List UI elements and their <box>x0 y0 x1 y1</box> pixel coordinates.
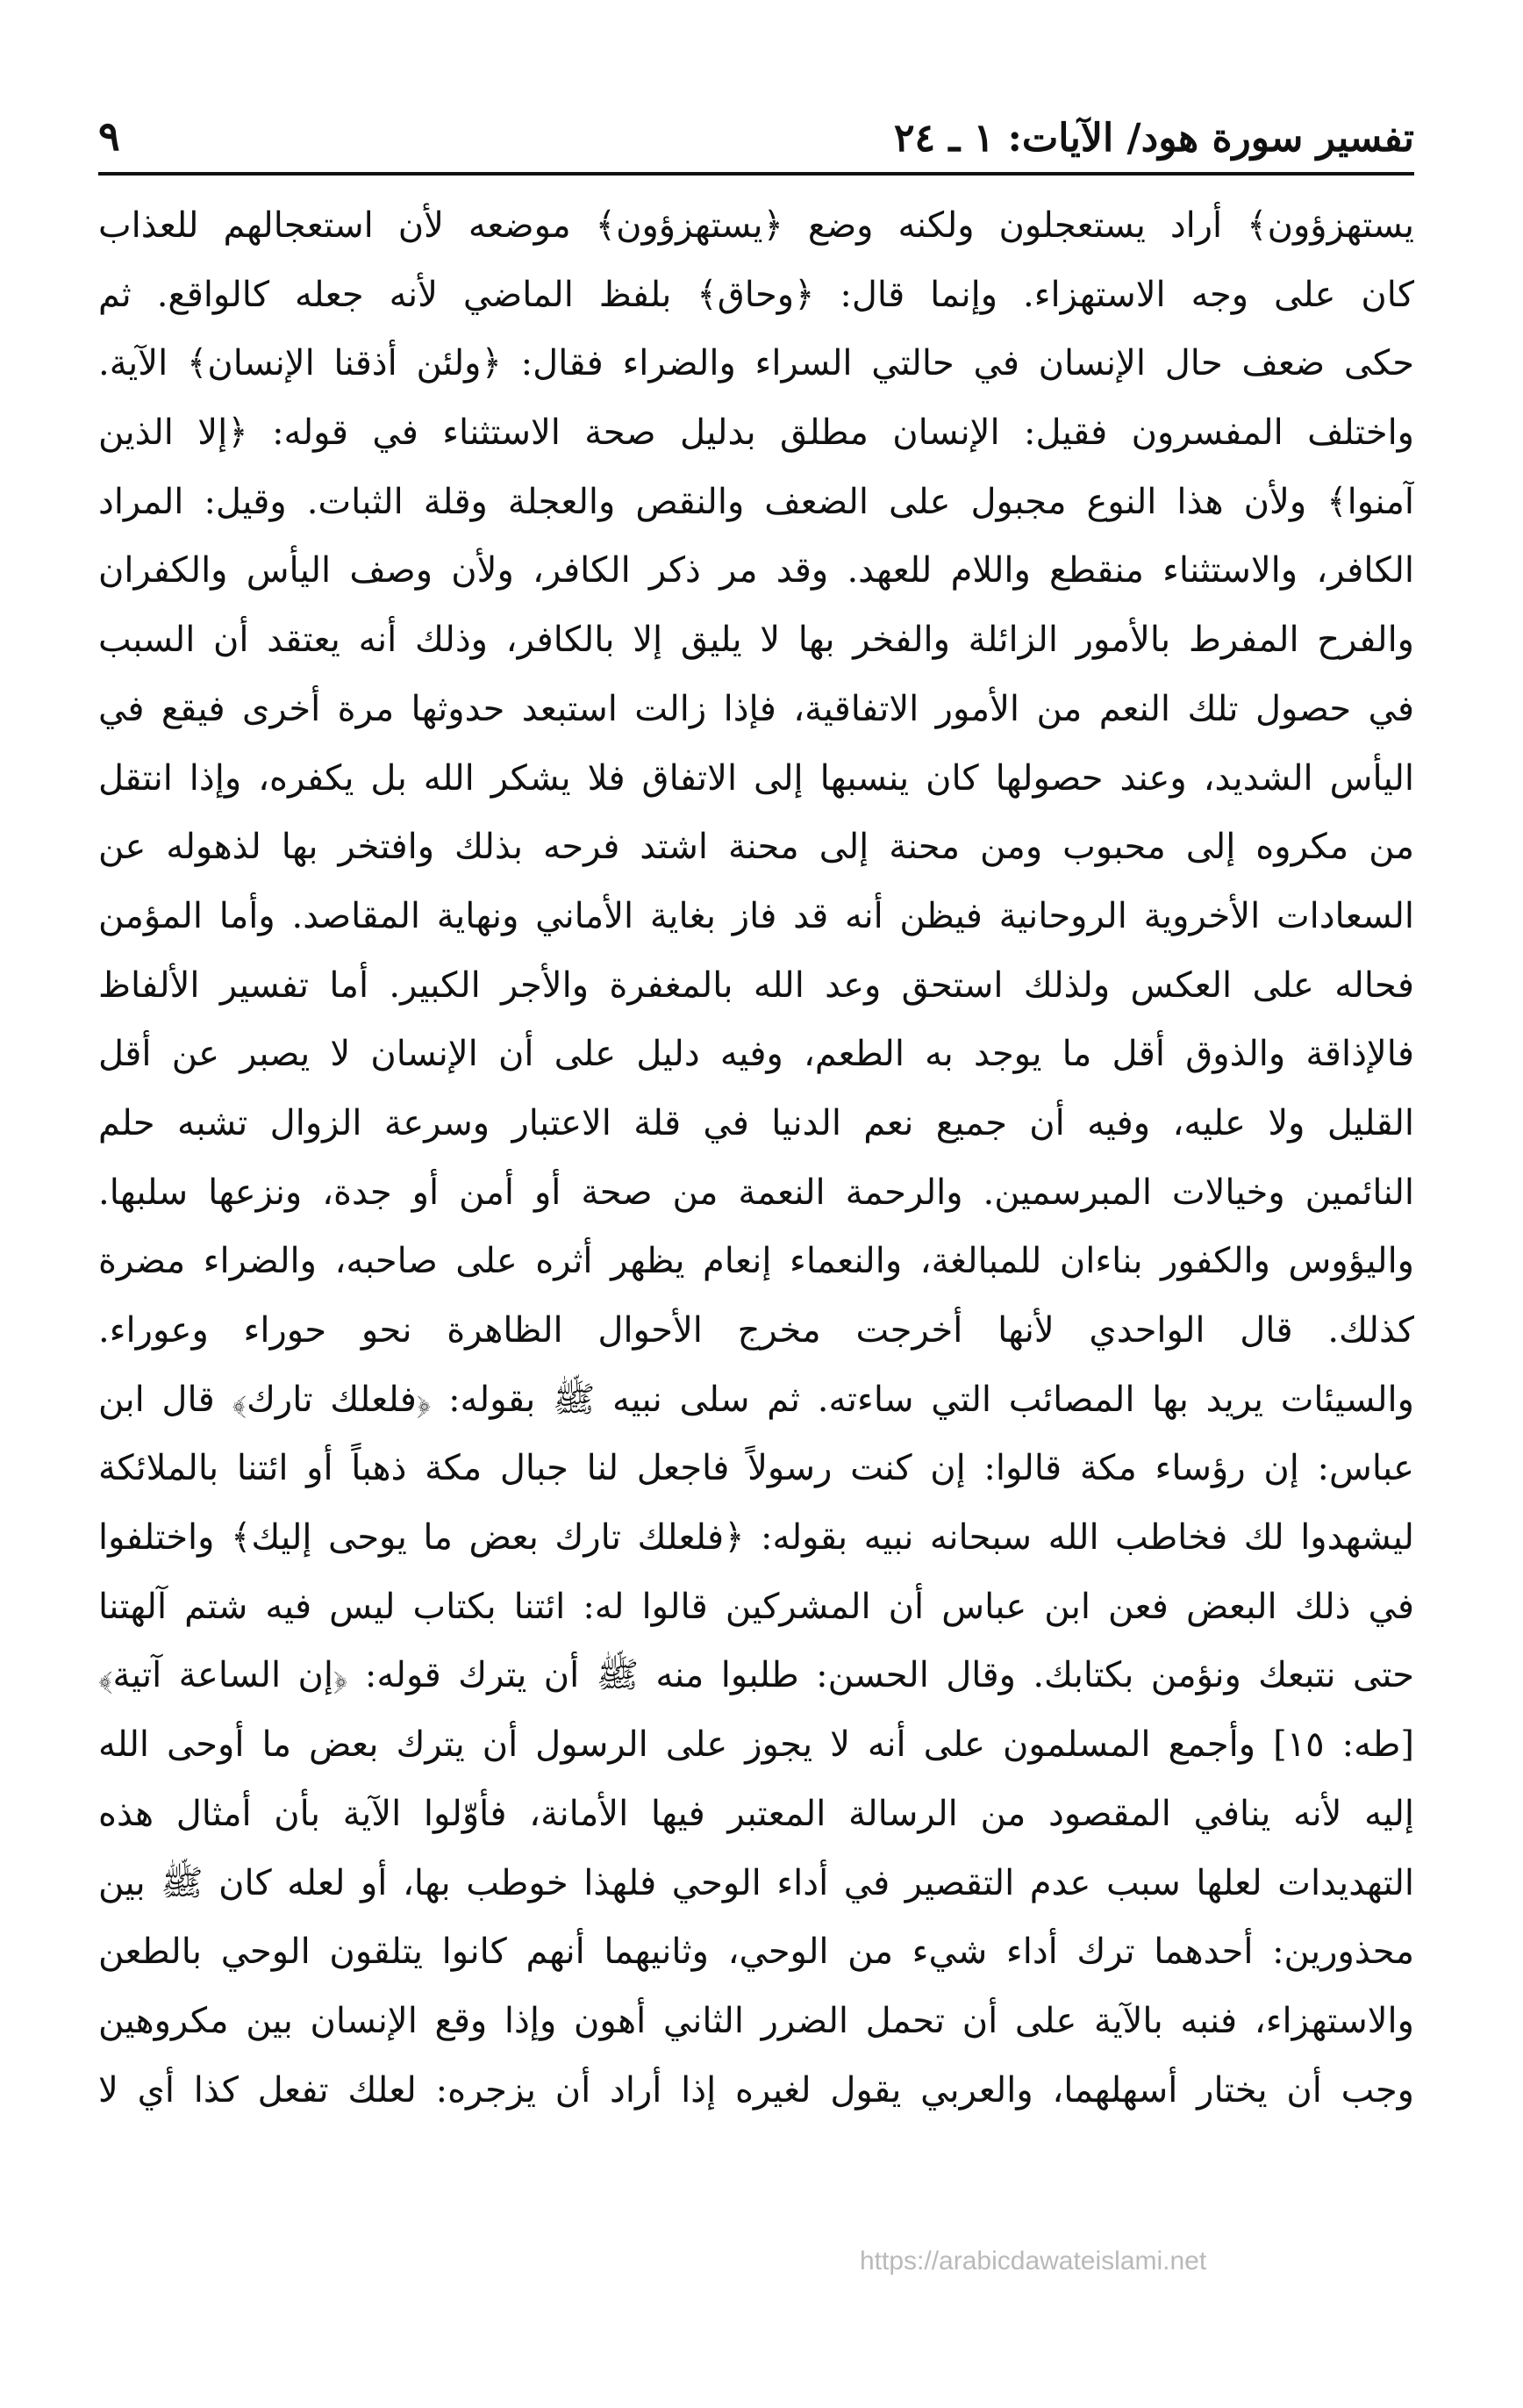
text-line: والفرح المفرط بالأمور الزائلة والفخر بها لا يليق إلا بالكافر، وذلك أنه يعتقد أن السبب <box>98 620 1414 661</box>
header-title: تفسير سورة هود/ الآيات: ١ ـ ٢٤ <box>893 116 1414 161</box>
text-line: [طه: ١٥] وأجمع المسلمون على أنه لا يجوز على الرسول أن يترك بعض ما أوحى الله <box>98 1724 1414 1766</box>
running-header <box>98 105 1414 176</box>
text-line: فحاله على العكس ولذلك استحق وعد الله بالمغفرة والأجر الكبير. أما تفسير الألفاظ <box>98 964 1414 1006</box>
text-line: التهديدات لعلها سبب عدم التقصير في أداء الوحي فلهذا خوطب بها، أو لعله كان ﷺ بين <box>98 1862 1414 1903</box>
text-line: إليه لأنه ينافي المقصود من الرسالة المعتبر فيها الأمانة، فأوّلوا الآية بأن أمثال هذه <box>98 1793 1414 1834</box>
text-line: اليأس الشديد، وعند حصولها كان ينسبها إلى الاتفاق فلا يشكر الله بل يكفره، وإذا انتقل <box>98 757 1414 799</box>
text-line: حتى نتبعك ونؤمن بكتابك. وقال الحسن: طلبوا منه ﷺ أن يترك قوله: ﴿إن الساعة آتية﴾ <box>98 1655 1414 1696</box>
text-line: والاستهزاء، فنبه بالآية على أن تحمل الضرر الثاني أهون وإذا وقع الإنسان بين مكروهين <box>98 2000 1414 2041</box>
text-line: واختلف المفسرون فقيل: الإنسان مطلق بدليل صحة الاستثناء في قوله: ﴿إلا الذين <box>98 412 1414 454</box>
text-line: في ذلك البعض فعن ابن عباس أن المشركين قالوا له: ائتنا بكتاب ليس فيه شتم آلهتنا <box>98 1586 1414 1627</box>
text-line: الكافر، والاستثناء منقطع واللام للعهد. وقد مر ذكر الكافر، ولأن وصف اليأس والكفران <box>98 550 1414 591</box>
text-line: كذلك. قال الواحدي لأنها أخرجت مخرج الأحوال الظاهرة نحو حوراء وعوراء. <box>98 1310 1414 1351</box>
text-line: واليؤوس والكفور بناءان للمبالغة، والنعماء إنعام يظهر أثره على صاحبه، والضراء مضرة <box>98 1241 1414 1282</box>
text-line: في حصول تلك النعم من الأمور الاتفاقية، فإذا زالت استبعد حدوثها مرة أخرى فيقع في <box>98 688 1414 729</box>
text-line: محذورين: أحدهما ترك أداء شيء من الوحي، وثانيهما أنهم كانوا يتلقون الوحي بالطعن <box>98 1931 1414 1973</box>
body-text <box>98 191 1414 2125</box>
text-line: القليل ولا عليه، وفيه أن جميع نعم الدنيا في قلة الاعتبار وسرعة الزوال تشبه حلم <box>98 1102 1414 1143</box>
text-line: يستهزؤون﴾ أراد يستعجلون ولكنه وضع ﴿يستهزؤون﴾ موضعه لأن استعجالهم للعذاب <box>98 205 1414 246</box>
text-line: فالإذاقة والذوق أقل ما يوجد به الطعم، وفيه دليل على أن الإنسان لا يصبر عن أقل <box>98 1034 1414 1075</box>
text-line: والسيئات يريد بها المصائب التي ساءته. ثم سلى نبيه ﷺ بقوله: ﴿فلعلك تارك﴾ قال ابن <box>98 1379 1414 1420</box>
text-line: النائمين وخيالات المبرسمين. والرحمة النعمة من صحة أو أمن أو جدة، ونزعها سلبها. <box>98 1172 1414 1213</box>
page-number: ٩ <box>98 112 120 160</box>
text-line: من مكروه إلى محبوب ومن محنة إلى محنة اشتد فرحه بذلك وافتخر بها لذهوله عن <box>98 827 1414 868</box>
text-line: وجب أن يختار أسهلهما، والعربي يقول لغيره إذا أراد أن يزجره: لعلك تفعل كذا أي لا <box>98 2069 1414 2111</box>
text-line: السعادات الأخروية الروحانية فيظن أنه قد فاز بغاية الأماني ونهاية المقاصد. وأما المؤمن <box>98 895 1414 936</box>
text-line: آمنوا﴾ ولأن هذا النوع مجبول على الضعف والنقص والعجلة وقلة الثبات. وقيل: المراد <box>98 481 1414 522</box>
header-rule <box>98 172 1414 176</box>
text-line: كان على وجه الاستهزاء. وإنما قال: ﴿وحاق﴾ بلفظ الماضي لأنه جعله كالواقع. ثم <box>98 274 1414 315</box>
text-line: ليشهدوا لك فخاطب الله سبحانه نبيه بقوله: ﴿فلعلك تارك بعض ما يوحى إليك﴾ واختلفوا <box>98 1517 1414 1559</box>
watermark-url: https://arabicdawateislami.net <box>860 2247 1207 2275</box>
text-line: عباس: إن رؤساء مكة قالوا: إن كنت رسولاً فاجعل لنا جبال مكة ذهباً أو ائتنا بالملائكة <box>98 1448 1414 1489</box>
text-line: حكى ضعف حال الإنسان في حالتي السراء والضراء فقال: ﴿ولئن أذقنا الإنسان﴾ الآية. <box>98 343 1414 384</box>
